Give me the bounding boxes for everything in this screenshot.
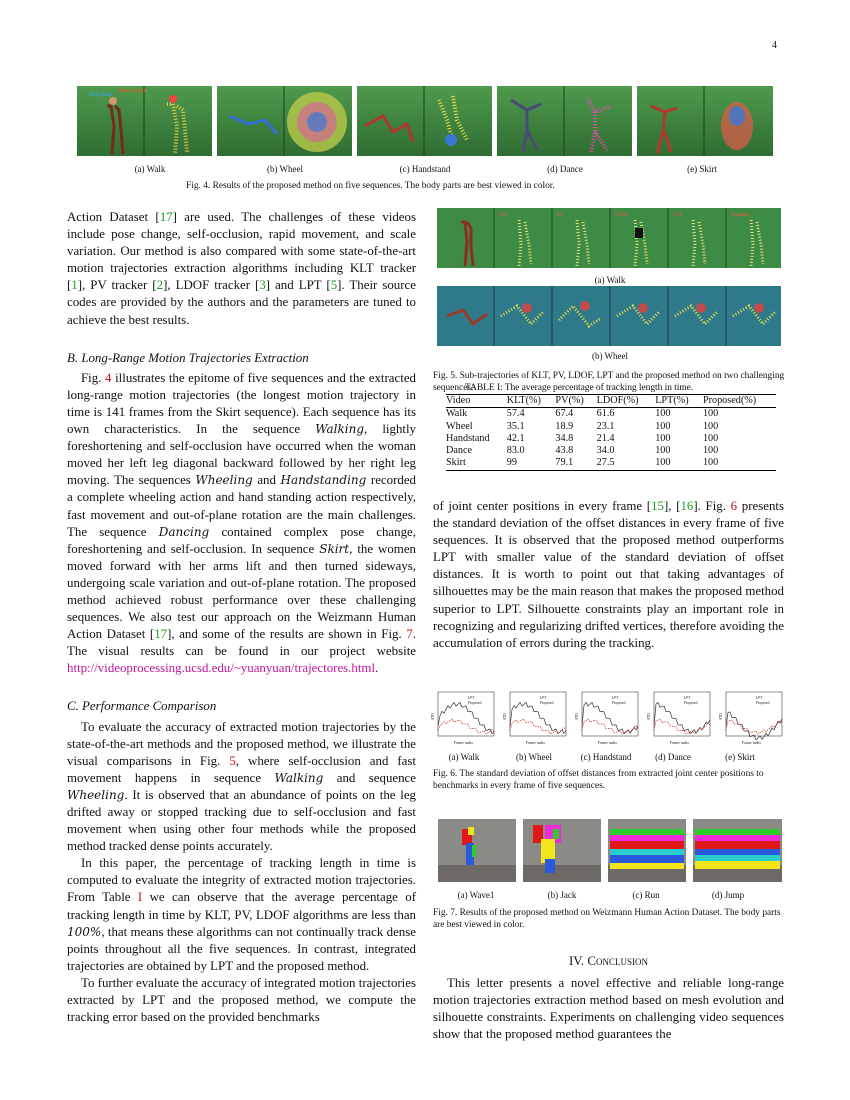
table-cell: 67.4 (555, 408, 574, 420)
fig6-legend-proposed: Proposed (468, 701, 482, 705)
table1-header: LPT(%) (655, 395, 703, 408)
fig4-panel-skirt (637, 86, 773, 156)
table1-header: Video (446, 395, 507, 408)
table-cell: 18.9 (555, 420, 574, 432)
table-cell: 100 (655, 457, 703, 470)
citation-link[interactable]: 5 (330, 278, 338, 293)
fig6-series-proposed (510, 719, 566, 734)
fig5-subcap-a: (a) Walk (594, 275, 626, 285)
fig6-plot (575, 692, 638, 745)
fig6-xlabel: Frame index (598, 741, 618, 745)
fig6-plot-group (431, 692, 782, 745)
figure-link[interactable]: 5 (229, 753, 236, 768)
fig6-legend-lpt: LPT (612, 696, 619, 700)
table1-header: PV(%) (555, 395, 596, 408)
fig4-label-black: Black point (119, 88, 147, 94)
citation-link[interactable]: 17 (154, 627, 168, 642)
fig5-subcap-b: (b) Wheel (591, 351, 629, 361)
fig6-axes (510, 692, 566, 736)
fig6-plot (647, 692, 710, 745)
fig6-legend-lpt: LPT (684, 696, 691, 700)
fig6-legend-proposed: Proposed (756, 701, 770, 705)
figure-link[interactable]: 6 (730, 499, 738, 513)
fig4-images (77, 86, 773, 156)
table-row (446, 421, 776, 433)
fig4-caption: Fig. 4. Results of the proposed method on five sequences. The body parts are best viewed in color. (186, 181, 555, 191)
fig5-label-lpt: LPT (673, 213, 682, 218)
fig5-label-pv: PV (557, 213, 564, 218)
fig6-ylabel: STD (719, 713, 723, 720)
fig4-panel-dance (497, 86, 632, 156)
fig7-panel-wave1 (438, 819, 516, 882)
paragraph: To evaluate the accuracy of extracted motion trajectories by the state-of-the-art methods and the proposed method, we illustrate the visual comparisons in Fig. 5, where self-occlusion and fast movement happens in sequence Walking and sequence Wheeling. It is observed that an abundance of points on the leg drifted away or stopped tracking due to self-occlusion and fast movement when using other four methods while the proposed method tracked dense points accurately. (67, 719, 416, 854)
fig7-panel-jump (693, 819, 782, 882)
fig6-subcap-d: (d) Dance (655, 752, 691, 762)
fig6-xlabel: Frame index (742, 741, 762, 745)
fig6-plot (431, 692, 494, 745)
fig6-subcap-c: (c) Handstand (580, 752, 632, 762)
table-cell: Skirt (446, 457, 507, 470)
fig7-subcap-b: (b) Jack (547, 890, 577, 900)
table1-title: TABLE I: The average percentage of tracking length in time. (465, 382, 694, 393)
fig4-subcap-a: (a) Walk (134, 164, 166, 174)
fig6-series-proposed (438, 719, 494, 734)
table-cell: 100 (702, 420, 719, 432)
table-cell: 100 (655, 445, 671, 457)
fig6-series-lpt (726, 712, 782, 740)
table-row (446, 445, 776, 457)
table1-header-row (446, 395, 776, 408)
fig7-panel-jack (523, 819, 601, 882)
fig6-series-proposed (582, 719, 638, 734)
table-row (446, 457, 776, 470)
fig6-xlabel: Frame index (526, 741, 546, 745)
fig6-legend-proposed: Proposed (540, 701, 554, 705)
fig6-series-lpt (438, 702, 494, 733)
fig5-label-proposed: Proposed (731, 213, 750, 218)
table-link[interactable]: I (137, 890, 143, 905)
fig4-subcap-e: (e) Skirt (687, 164, 717, 174)
table-cell: 79.1 (555, 457, 596, 470)
table-cell: 83.0 (506, 445, 525, 457)
fig4-subcap-c: (c) Handstand (399, 164, 451, 174)
fig6-legend-lpt: LPT (756, 696, 763, 700)
section-title: Conclusion (587, 954, 648, 968)
fig5-label-ldof: LDOF (615, 213, 629, 218)
table1-header: Proposed(%) (703, 395, 776, 408)
fig7-subcap-a: (a) Wave1 (457, 890, 495, 900)
fig6-series-lpt (582, 702, 638, 733)
table-cell: 34.0 (596, 445, 615, 457)
fig5-row-wheel (437, 286, 781, 346)
paragraph: To further evaluate the accuracy of integrated motion trajectories extracted by LPT and the proposed method, we compute the tracking error based on the provided benchmarks (67, 975, 416, 1025)
section-heading-b: B. Long-Range Motion Trajectories Extraction (67, 350, 309, 365)
fig6-xlabel: Frame index (670, 741, 690, 745)
table-cell: Walk (446, 408, 468, 420)
table-cell: 61.6 (596, 408, 615, 420)
fig4-subcap-d: (d) Dance (547, 164, 583, 174)
paragraph: Action Dataset [17] are used. The challenges of these videos include pose change, self-occlusion, rapid movement, and scale variation. Our method is also compared with some state-of-the-art motion trajectories extraction algorithms including KLT tracker [1], PV tracker [2], LDOF tracker [3] and LPT [5]. Their source codes are provided by the authors and the parameters are tuned to achieve the best results. (67, 210, 416, 327)
table1 (446, 394, 776, 471)
fig7-images (438, 819, 782, 882)
table-cell: 100 (655, 432, 671, 444)
fig6-subcap-a: (a) Walk (448, 752, 480, 762)
fig6-plot (503, 692, 566, 745)
fig6-ylabel: STD (503, 713, 507, 720)
fig6-plots (428, 690, 784, 748)
fig7-caption: Fig. 7. Results of the proposed method on Weizmann Human Action Dataset. The body parts are best viewed in color. (433, 908, 781, 930)
fig6-axes (582, 692, 638, 736)
paragraph: In this paper, the percentage of tracking length in time is computed to evaluate the integrity of extracted motion trajectories. From Table I we can observe that the average percentage of tracking length in time by KLT, PV, LDOF algorithms are less than 100%, that means these algorithms can not continually track dense points throughout all the five sequences. In contrast, integrated trajectories are obtained by LPT and the proposed method. (67, 856, 416, 973)
fig6-legend-proposed: Proposed (684, 701, 698, 705)
citation-link[interactable]: 2 (156, 278, 164, 293)
fig5-caption: Fig. 5. Sub-trajectories of KLT, PV, LDOF, LPT and the proposed method on two challenging sequences. (433, 371, 785, 393)
table-cell: 42.1 (506, 432, 525, 444)
fig6-xlabel: Frame index (454, 741, 474, 745)
citation-link[interactable]: 3 (259, 278, 266, 293)
fig6-subcap-b: (b) Wheel (515, 752, 553, 762)
fig6-caption: Fig. 6. The standard deviation of offset distances from extracted joint center positions to benchmarks in every frame of five sequences. (433, 769, 764, 791)
fig4-panel-wheel (217, 86, 352, 156)
fig4-panel-handstand (357, 86, 492, 156)
table-cell: 35.1 (506, 420, 525, 432)
fig6-series-proposed (726, 720, 782, 734)
section-heading-c: C. Performance Comparison (67, 699, 217, 714)
table1-header: LDOF(%) (597, 395, 656, 408)
citation-link[interactable]: 15 (651, 499, 664, 513)
fig4-label-red: Red point (89, 92, 113, 98)
left-column (67, 209, 416, 1026)
fig6-series-proposed (654, 719, 710, 734)
figure-link[interactable]: 4 (105, 370, 112, 385)
citation-link[interactable]: 1 (71, 278, 78, 293)
fig4-panel-walk (77, 86, 212, 156)
fig5-row-walk (437, 208, 781, 268)
table-cell: 100 (655, 420, 671, 432)
table-cell: 100 (703, 457, 776, 470)
table-cell: Dance (446, 445, 473, 457)
fig6-ylabel: STD (431, 713, 435, 720)
paragraph: of joint center positions in every frame [15], [16]. Fig. 6 presents the standard deviation of the offset distances in every frame of five sequences. It is observed that the proposed method outperforms LPT with smaller value of the standard deviation of offset distances. It is worth to point out that taking advantages of silhouettes may be the main reason that makes the proposed method superior to LPT. Silhouette constraints play an important role in recognizing and regularizing drifted vertices, therefore avoiding the accumulation of errors during the tracking. (433, 499, 785, 650)
fig6-legend-lpt: LPT (468, 696, 475, 700)
figure-link[interactable]: 7 (406, 627, 413, 642)
fig7-panel-run (608, 819, 686, 882)
section-heading-iv: IV. Conclusion (568, 954, 648, 968)
page-number: 4 (772, 40, 777, 51)
paragraph: Fig. 4 illustrates the epitome of five sequences and the extracted long-range motion trajectories (the longest motion trajectory in time is 141 frames from the Skirt sequence). Each sequence has its own characteristics. In the sequence Walking, lightly foreshortening and self-occlusion have occurred when the woman moved her left leg diagonal backward followed by her right leg moving. The sequences Wheeling and Handstanding recorded a complete wheeling action and hand standing action respectively, fast movement and out-of-plane rotation are the main challenges. The sequence Dancing contained complex pose change, foreshortening and self-occlusion. In sequence Skirt, the women moved forward with her arms lift and then turned sideways, undergoing scale variation and out-of-plane rotation. The proposed method achieved robust performance over these challenging sequences. We also test our approach on the Weizmann Human Action Dataset [17], and some of the results are shown in Fig. 7. The visual results can be found in our project website http://videoprocessing.ucsd.edu/~yuanyuan/trajectores.html. (67, 370, 417, 676)
project-url-link[interactable]: http://videoprocessing.ucsd.edu/~yuanyuan/trajectores.html (67, 661, 376, 676)
fig6-ylabel: STD (647, 713, 651, 720)
right-column-bottom (433, 975, 784, 1043)
table-cell: 57.4 (506, 408, 525, 420)
table-cell: Handstand (446, 432, 490, 444)
table-cell: 100 (702, 408, 719, 420)
fig7-subcap-d: (d) Jump (711, 890, 745, 900)
citation-link[interactable]: 16 (680, 499, 694, 513)
table1-header: KLT(%) (507, 395, 556, 408)
fig6-subcap-e: (e) Skirt (725, 752, 755, 762)
fig5-label-klt: KLT (499, 213, 509, 218)
fig4-subcap-b: (b) Wheel (266, 164, 304, 174)
table-cell: 27.5 (597, 457, 656, 470)
right-column-top (433, 498, 784, 652)
fig6-ylabel: STD (575, 713, 579, 720)
fig6-legend-proposed: Proposed (612, 701, 626, 705)
paragraph: This letter presents a novel effective and reliable long-range motion trajectories extraction method based on mesh evolution and silhouette constraints. Experiments on challenging video sequences show that the proposed method guarantees the (433, 976, 784, 1042)
table-cell: 100 (702, 445, 719, 457)
fig7-subcap-c: (c) Run (632, 890, 660, 900)
table-cell: 23.1 (596, 420, 615, 432)
table-row (446, 433, 776, 445)
table-row (446, 408, 776, 421)
fig6-plot (719, 692, 782, 745)
fig6-series-lpt (510, 702, 566, 733)
table-cell: 21.4 (596, 432, 615, 444)
table-cell: Wheel (446, 420, 473, 432)
table-cell: 43.8 (555, 445, 574, 457)
fig6-legend-lpt: LPT (540, 696, 547, 700)
table-cell: 100 (655, 408, 671, 420)
table-cell: 99 (507, 457, 556, 470)
citation-link[interactable]: 17 (159, 210, 173, 224)
table-cell: 34.8 (555, 432, 574, 444)
table-cell: 100 (702, 432, 719, 444)
